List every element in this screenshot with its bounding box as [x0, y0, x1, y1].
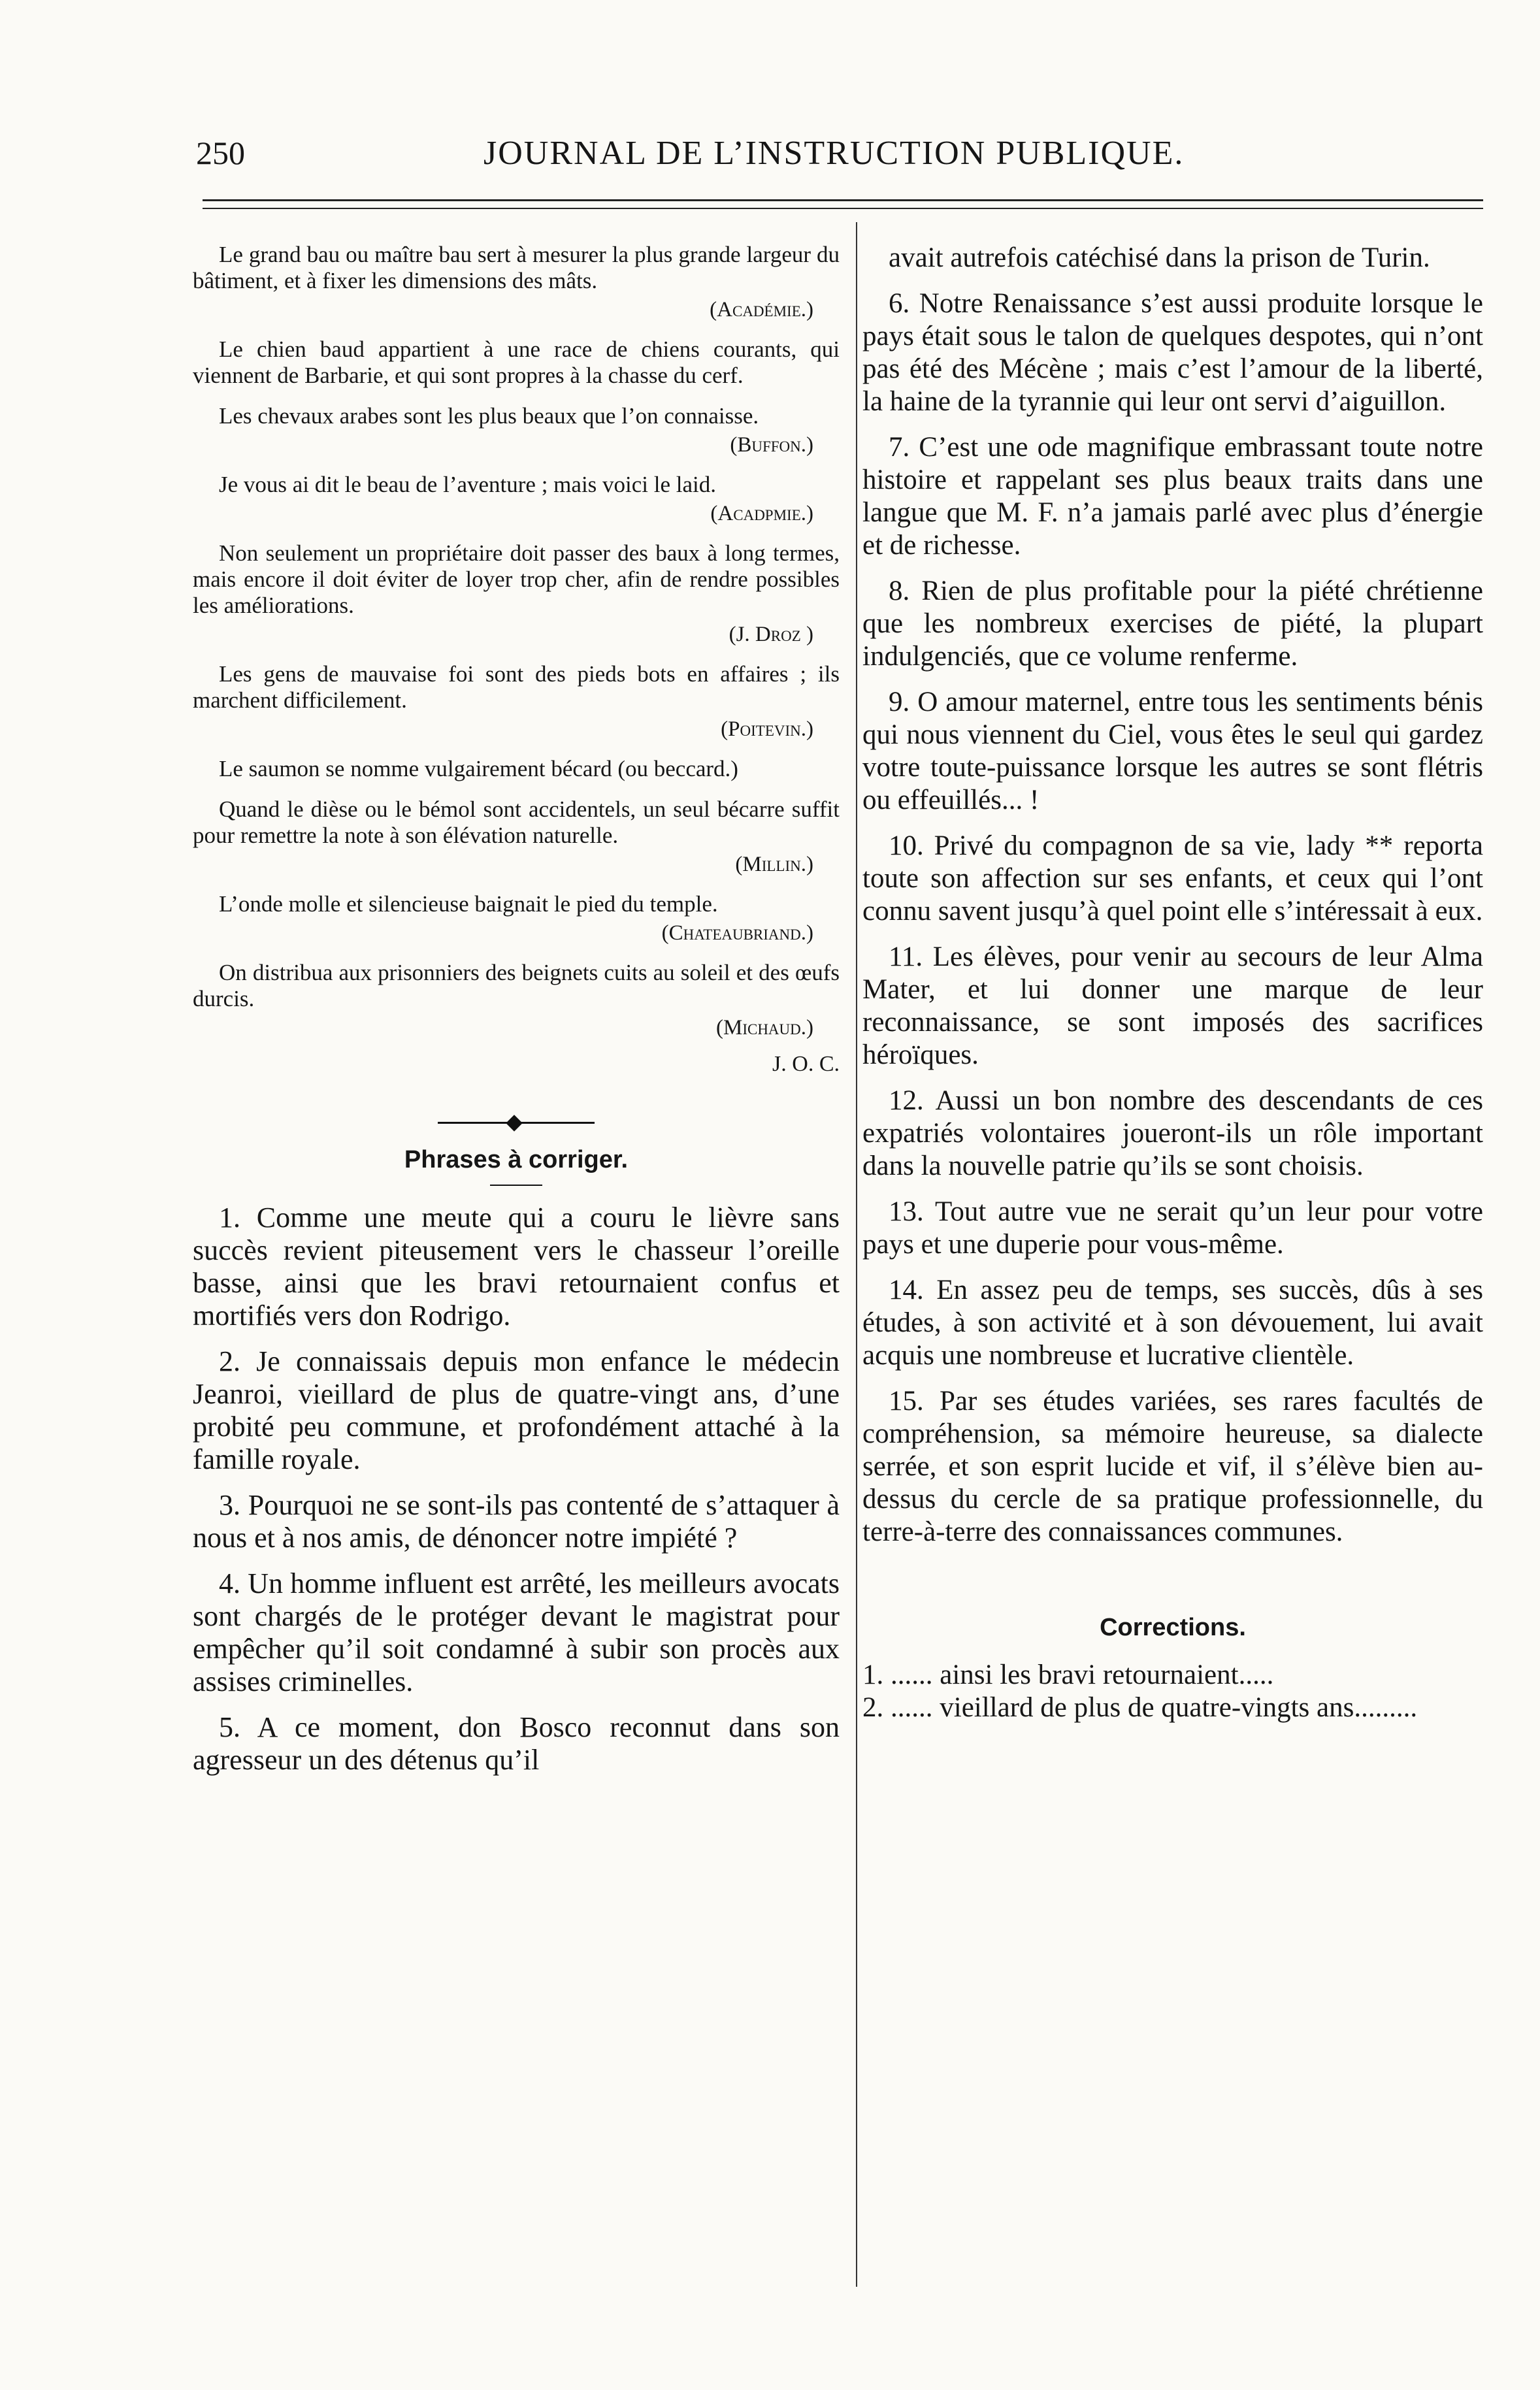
exercise-sentence: 2. Je connaissais depuis mon enfance le médecin Jeanroi, vieillard de plus de quatre-vingt ans, d’une probité peu commune, et profondément attaché à la famille royale. — [193, 1345, 840, 1475]
signature: J. O. C. — [772, 1052, 840, 1076]
exercise-sentence: 12. Aussi un bon nombre des descendants de ces expatriés volontaires joueront-ils un rôle important dans la nouvelle patrie qu’ils se sont choisis. — [862, 1085, 1483, 1181]
header-rule-bottom — [203, 208, 1483, 209]
example-source: (Académie.) — [710, 298, 813, 321]
example-entry — [193, 336, 840, 389]
exercise-sentence: 8. Rien de plus profitable pour la piété chrétienne que les nombreux exercises de piété, la plupart indulgenciés, que ce volume renferme. — [862, 576, 1483, 672]
exercise-sentence: 5. A ce moment, don Bosco reconnut dans son agresseur un des détenus qu’il — [193, 1711, 840, 1776]
example-text: Les gens de mauvaise foi sont des pieds bots en affaires ; ils marchent difficilement. — [193, 661, 840, 713]
exercise-sentence: 10. Privé du compagnon de sa vie, lady ** reporta toute son affection sur ses enfants, et ceux qui l’ont connu savent jusqu’à quel point elle s’intéressait à eux. — [862, 830, 1483, 926]
example-entry — [193, 242, 840, 322]
header-rule-top — [203, 199, 1483, 201]
exercise-sentence: 4. Un homme influent est arrêté, les meilleurs avocats sont chargés de le protéger devant le magistrat pour empêcher qu’il soit condamné à subir son procès aux assises criminelles. — [193, 1567, 840, 1697]
example-source: (J. Droz ) — [729, 623, 813, 646]
example-text: Je vous ai dit le beau de l’aventure ; mais voici le laid. — [219, 472, 717, 497]
corrections-title: Corrections. — [1100, 1614, 1246, 1641]
example-source: (Acadpmie.) — [710, 502, 813, 525]
left-column — [193, 242, 840, 1790]
page-header — [196, 134, 1477, 186]
ornament-divider — [438, 1116, 595, 1129]
example-entry — [193, 891, 840, 945]
exercise-sentence: 15. Par ses études variées, ses rares facultés de compréhension, sa mémoire heureuse, sa dialecte serrée, et son esprit lucide et vif, il s’élève bien au-dessus du cercle de sa pratique professionnelle, du terre-à-terre des connaissances communes. — [862, 1386, 1483, 1547]
exercise-sentence: 6. Notre Renaissance s’est aussi produite lorsque le pays était sous le talon de quelques despotes, qui n’ont pas été des Mécène ; mais c’est l’amour de la liberté, la haine de la tyrannie qui leur ont servi d’aiguillon. — [862, 288, 1483, 417]
example-text: Non seulement un propriétaire doit passer des baux à long termes, mais encore il doit éviter de loyer trop cher, afin de rendre possibles les améliorations. — [193, 540, 840, 618]
example-entry — [193, 540, 840, 647]
example-entry — [193, 661, 840, 742]
example-text: On distribua aux prisonniers des beignets cuits au soleil et des œufs durcis. — [193, 960, 840, 1011]
example-text: Le grand bau ou maître bau sert à mesurer la plus grande largeur du bâtiment, et à fixer les dimensions des mâts. — [193, 242, 840, 293]
column-divider — [856, 222, 857, 2287]
example-list — [193, 242, 840, 1040]
example-source: (Millin.) — [735, 853, 813, 876]
example-source: (Michaud.) — [715, 1016, 813, 1039]
page-number: 250 — [196, 135, 245, 171]
exercise-sentence: 9. O amour maternel, entre tous les sentiments bénis qui nous viennent du Ciel, vous êtes le seul qui gardez votre toute-puissance lorsque les autres se sont flétris ou effeuillés... ! — [862, 687, 1483, 815]
exercise-sentence: 11. Les élèves, pour venir au secours de leur Alma Mater, et lui donner une marque de leur reconnaissance, se sont imposés des sacrifices héroïques. — [862, 941, 1483, 1070]
section-rule — [490, 1185, 542, 1186]
exercise-sentence: 3. Pourquoi ne se sont-ils pas contenté de s’attaquer à nous et à nos amis, de dénoncer notre impiété ? — [193, 1489, 840, 1554]
example-entry — [193, 756, 840, 782]
example-text: Les chevaux arabes sont les plus beaux que l’on connaisse. — [219, 403, 759, 429]
example-text: Le saumon se nomme vulgairement bécard (ou beccard.) — [219, 756, 738, 781]
corrections-list — [862, 1659, 1483, 1724]
exercise-sentence: 1. Comme une meute qui a couru le lièvre sans succès revient piteusement vers le chasseur l’oreille basse, ainsi que les bravi retournaient confus et mortifiés vers don Rodrigo. — [193, 1202, 840, 1332]
example-text: L’onde molle et silencieuse baignait le pied du temple. — [219, 891, 718, 917]
exercise-sentence: 14. En assez peu de temps, ses succès, dûs à ses études, à son activité et à son dévouement, lui avait acquis une nombreuse et lucrative clientèle. — [862, 1275, 1483, 1371]
exercise-sentence: avait autrefois catéchisé dans la prison de Turin. — [889, 242, 1430, 273]
ornament-diamond-icon — [506, 1115, 522, 1131]
correction-item: 2. ...... vieillard de plus de quatre-vingts ans......... — [862, 1692, 1418, 1723]
exercise-list-right — [862, 242, 1483, 1548]
exercise-sentence: 7. C’est une ode magnifique embrassant toute notre histoire et rappelant ses plus beaux traits dans une langue que M. F. n’a jamais parlé avec plus d’énergie et de richesse. — [862, 432, 1483, 561]
correction-item: 1. ...... ainsi les bravi retournaient..... — [862, 1660, 1274, 1690]
right-column — [862, 242, 1483, 1724]
example-source: (Chateaubriand.) — [661, 921, 813, 945]
section-title: Phrases à corriger. — [404, 1146, 629, 1173]
example-source: (Buffon.) — [730, 433, 813, 457]
example-text: Quand le dièse ou le bémol sont accidentels, un seul bécarre suffit pour remettre la note à son élévation naturelle. — [193, 796, 840, 848]
journal-title: JOURNAL DE L’INSTRUCTION PUBLIQUE. — [483, 135, 1185, 172]
example-entry — [193, 960, 840, 1040]
example-entry — [193, 796, 840, 877]
exercise-list-left — [193, 1202, 840, 1776]
example-text: Le chien baud appartient à une race de chiens courants, qui viennent de Barbarie, et qui sont propres à la chasse du cerf. — [193, 336, 840, 388]
example-source: (Poitevin.) — [721, 717, 813, 741]
exercise-sentence: 13. Tout autre vue ne serait qu’un leur pour votre pays et une duperie pour vous-même. — [862, 1196, 1483, 1260]
example-entry — [193, 403, 840, 457]
example-entry — [193, 472, 840, 526]
